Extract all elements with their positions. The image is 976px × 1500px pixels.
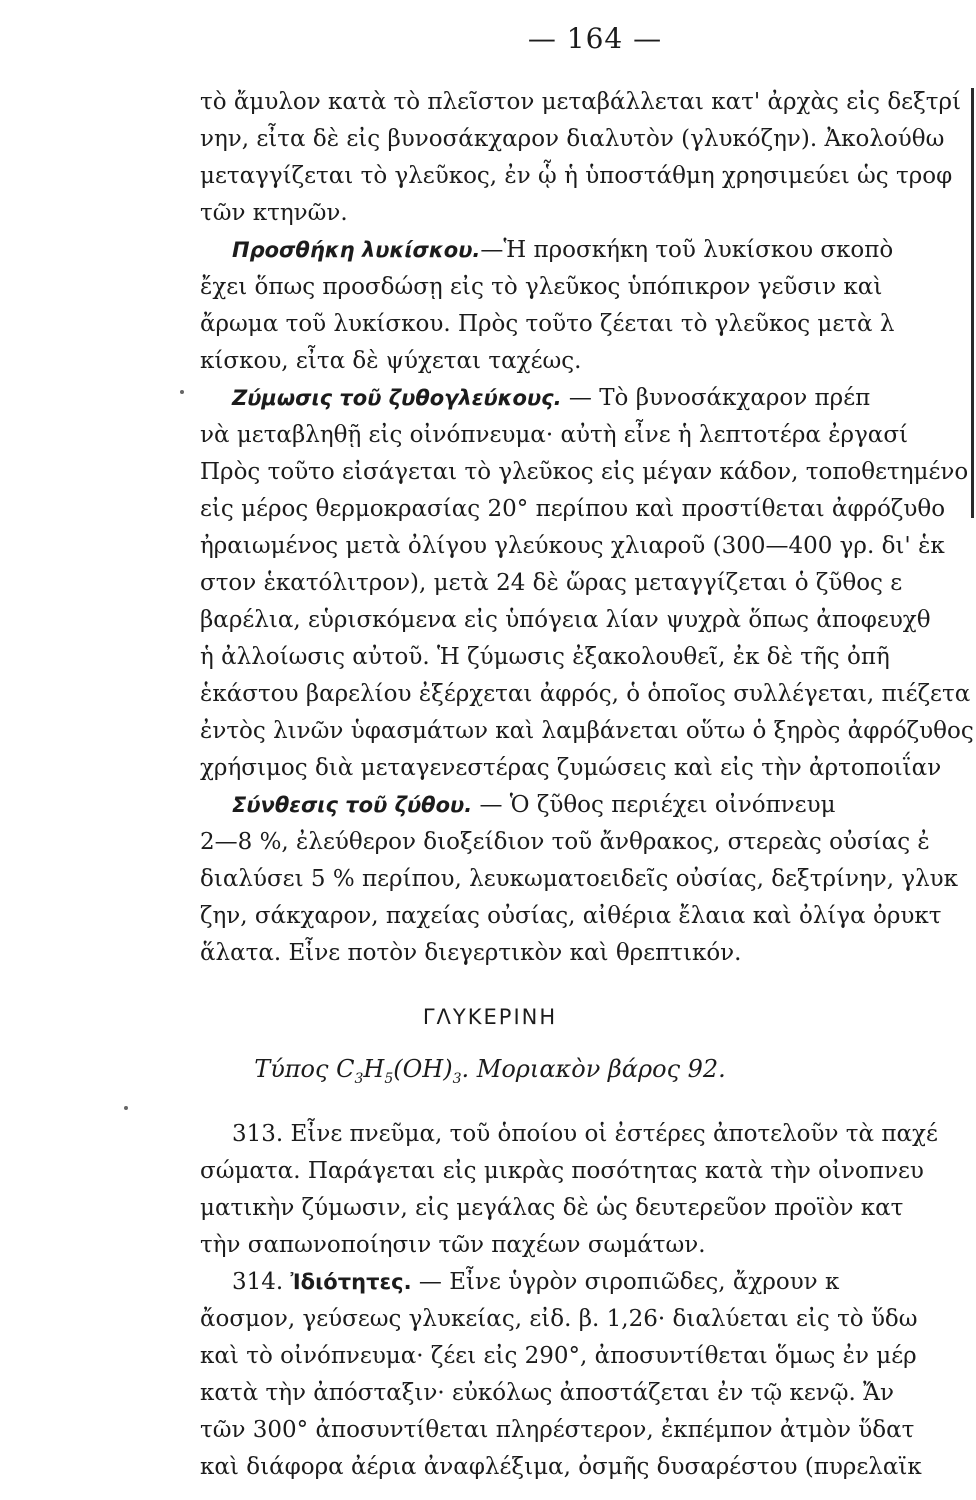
- text-line: [200, 824, 976, 861]
- section-title: ΓΛΥΚΕΡΙΝΗ: [422, 1005, 558, 1029]
- line-text: ἅλατα. Εἶνε ποτὸν διεγερτικὸν καὶ θρεπτικόν.: [200, 940, 742, 966]
- paragraph-heading: Σύνθεσις τοῦ ζύθου.: [232, 793, 473, 817]
- text-line: [200, 84, 976, 121]
- body-text: [200, 84, 976, 1486]
- line-text: — Ὁ ζῦθος περιέχει οἰνόπνευμ: [472, 792, 836, 818]
- paragraph-heading: Προσθήκη λυκίσκου.: [232, 238, 481, 262]
- text-line: [200, 1338, 976, 1375]
- line-text: μεταγγίζεται τὸ γλεῦκος, ἐν ᾧ ἡ ὑποστάθμη χρησιμεύει ὡς τροφ: [200, 163, 953, 189]
- text-line: [200, 343, 976, 380]
- text-line: [200, 1375, 976, 1412]
- line-text: τῶν κτηνῶν.: [200, 200, 348, 226]
- text-line: [200, 1227, 976, 1264]
- spacer: [200, 972, 976, 992]
- spacer: [200, 1096, 976, 1116]
- text-line: [200, 1301, 976, 1338]
- line-text: ἄοσμον, γεύσεως γλυκείας, εἰδ. β. 1,26· διαλύεται εἰς τὸ ὕδω: [200, 1306, 918, 1332]
- line-text: χρήσιμος διὰ μεταγενεστέρας ζυμώσεις καὶ εἰς τὴν ἀρτοποιΐαν: [200, 755, 942, 781]
- line-text: στον ἑκατόλιτρον), μετὰ 24 δὲ ὥρας μεταγγίζεται ὁ ζῦθος ε: [200, 570, 903, 596]
- line-text: — Τὸ βυνοσάκχαρον πρέπ: [561, 385, 871, 411]
- line-text: διαλύσει 5 % περίπου, λευκωματοειδεῖς οὐσίας, δεξτρίνην, γλυκ: [200, 866, 959, 892]
- line-text: ἡ ἀλλοίωσις αὐτοῦ. Ἡ ζύμωσις ἐξακολουθεῖ, ἐκ δὲ τῆς ὀπῆ: [200, 644, 890, 670]
- text-line: [200, 898, 976, 935]
- text-line: [200, 306, 976, 343]
- line-text: ἠραιωμένος μετὰ ὀλίγου γλεύκους χλιαροῦ (300—400 γρ. δι' ἑκ: [200, 533, 945, 559]
- line-text: 2—8 %, ἐλεύθερον διοξείδιον τοῦ ἄνθρακος, στερεὰς οὐσίας ἐ: [200, 829, 930, 855]
- line-text: κίσκου, εἶτα δὲ ψύχεται ταχέως.: [200, 348, 582, 374]
- paragraph-heading-line: [200, 787, 976, 824]
- line-text: σώματα. Παράγεται εἰς μικρὰς ποσότητας κατὰ τὴν οἰνοπνευ: [200, 1158, 924, 1184]
- line-text: —Ἡ προσκήκη τοῦ λυκίσκου σκοπὸ: [480, 237, 894, 263]
- formula-prefix: Τύπος: [254, 1055, 329, 1083]
- formula-group: (OH): [393, 1055, 453, 1083]
- text-line: [200, 713, 976, 750]
- line-text: — Εἶνε ὑγρὸν σιροπιῶδες, ἄχρουν κ: [411, 1269, 840, 1295]
- text-line: [200, 269, 976, 306]
- line-text: τὸ ἄμυλον κατὰ τὸ πλεῖστον μεταβάλλεται κατ' ἀρχὰς εἰς δεξτρί: [200, 89, 962, 115]
- page-number: — 164 —: [527, 22, 663, 55]
- margin-speck: [124, 1106, 128, 1110]
- text-line: [200, 1449, 976, 1486]
- line-text: τῶν 300° ἀποσυντίθεται πληρέστερον, ἐκπέμπον ἀτμὸν ὕδατ: [200, 1417, 915, 1443]
- text-line: [200, 1153, 976, 1190]
- text-line: [200, 454, 976, 491]
- margin-speck: [180, 390, 184, 394]
- paragraph-number: 314.: [232, 1269, 284, 1295]
- paragraph-heading: Ζύμωσις τοῦ ζυθογλεύκους.: [232, 386, 562, 410]
- text-line: [200, 861, 976, 898]
- text-line: [200, 750, 976, 787]
- line-text: ἄρωμα τοῦ λυκίσκου. Πρὸς τοῦτο ζέεται τὸ γλεῦκος μετὰ λ: [200, 311, 895, 337]
- line-text: Πρὸς τοῦτο εἰσάγεται τὸ γλεῦκος εἰς μέγαν κάδον, τοποθετημένο: [200, 459, 969, 485]
- line-text: νην, εἶτα δὲ εἰς βυνοσάκχαρον διαλυτὸν (γλυκόζην). Ἀκολούθω: [200, 126, 945, 152]
- formula-suffix: . Μοριακὸν βάρος 92.: [461, 1055, 726, 1083]
- formula-subscript: 5: [384, 1070, 394, 1087]
- line-text: εἰς μέρος θερμοκρασίας 20° περίπου καὶ προστίθεται ἀφρόζυθο: [200, 496, 946, 522]
- line-text: Εἶνε πνεῦμα, τοῦ ὁποίου οἱ ἐστέρες ἀποτελοῦν τὰ παχέ: [283, 1121, 938, 1147]
- numbered-paragraph-line: [200, 1264, 976, 1301]
- line-text: ἑκάστου βαρελίου ἐξέρχεται ἀφρός, ὁ ὁποῖος συλλέγεται, πιέζετα: [200, 681, 971, 707]
- text-line: [200, 528, 976, 565]
- text-line: [200, 1190, 976, 1227]
- text-line: [200, 158, 976, 195]
- line-text: βαρέλια, εὑρισκόμενα εἰς ὑπόγεια λίαν ψυχρὰ ὅπως ἀποφευχθ: [200, 607, 931, 633]
- line-text: ζην, σάκχαρον, παχείας οὐσίας, αἰθέρια ἔλαια καὶ ὀλίγα ὀρυκτ: [200, 903, 942, 929]
- line-text: καὶ τὸ οἰνόπνευμα· ζέει εἰς 290°, ἀποσυντίθεται ὅμως ἐν μέρ: [200, 1343, 917, 1369]
- paragraph-number: 313.: [232, 1121, 284, 1147]
- text-line: [200, 195, 976, 232]
- line-text: τὴν σαπωνοποίησιν τῶν παχέων σωμάτων.: [200, 1232, 706, 1258]
- text-line: [200, 935, 976, 972]
- formula-element: C: [336, 1055, 355, 1083]
- text-line: [200, 121, 976, 158]
- line-text: ἐντὸς λινῶν ὑφασμάτων καὶ λαμβάνεται οὕτω ὁ ξηρὸς ἀφρόζυθος: [200, 718, 974, 744]
- text-line: [200, 676, 976, 713]
- line-text: καὶ διάφορα ἀέρια ἀναφλέξιμα, ὀσμῆς δυσαρέστου (πυρελαϊκ: [200, 1454, 922, 1480]
- line-text: κατὰ τὴν ἀπόσταξιν· εὐκόλως ἀποστάζεται ἐν τῷ κενῷ. Ἄν: [200, 1380, 895, 1406]
- text-line: [200, 1412, 976, 1449]
- text-line: [200, 602, 976, 639]
- formula-subscript: 3: [354, 1070, 364, 1087]
- formula-subscript: 3: [452, 1070, 462, 1087]
- paragraph-heading: Ἰδιότητες.: [290, 1270, 412, 1294]
- formula-element: H: [363, 1055, 385, 1083]
- text-line: [200, 491, 976, 528]
- chemical-formula: [200, 1042, 780, 1096]
- text-line: [200, 639, 976, 676]
- text-line: [200, 565, 976, 602]
- line-text: ματικὴν ζύμωσιν, εἰς μεγάλας δὲ ὡς δευτερεῦον προϊὸν κατ: [200, 1195, 904, 1221]
- numbered-paragraph-line: [200, 1116, 976, 1153]
- text-line: [200, 417, 976, 454]
- paragraph-heading-line: [200, 232, 976, 269]
- line-text: ἔχει ὅπως προσδώσῃ εἰς τὸ γλεῦκος ὑπόπικρον γεῦσιν καὶ: [200, 274, 883, 300]
- line-text: νὰ μεταβληθῇ εἰς οἰνόπνευμα· αὐτὴ εἶνε ἡ λεπτοτέρα ἐργασί: [200, 422, 909, 448]
- paragraph-heading-line: [200, 380, 976, 417]
